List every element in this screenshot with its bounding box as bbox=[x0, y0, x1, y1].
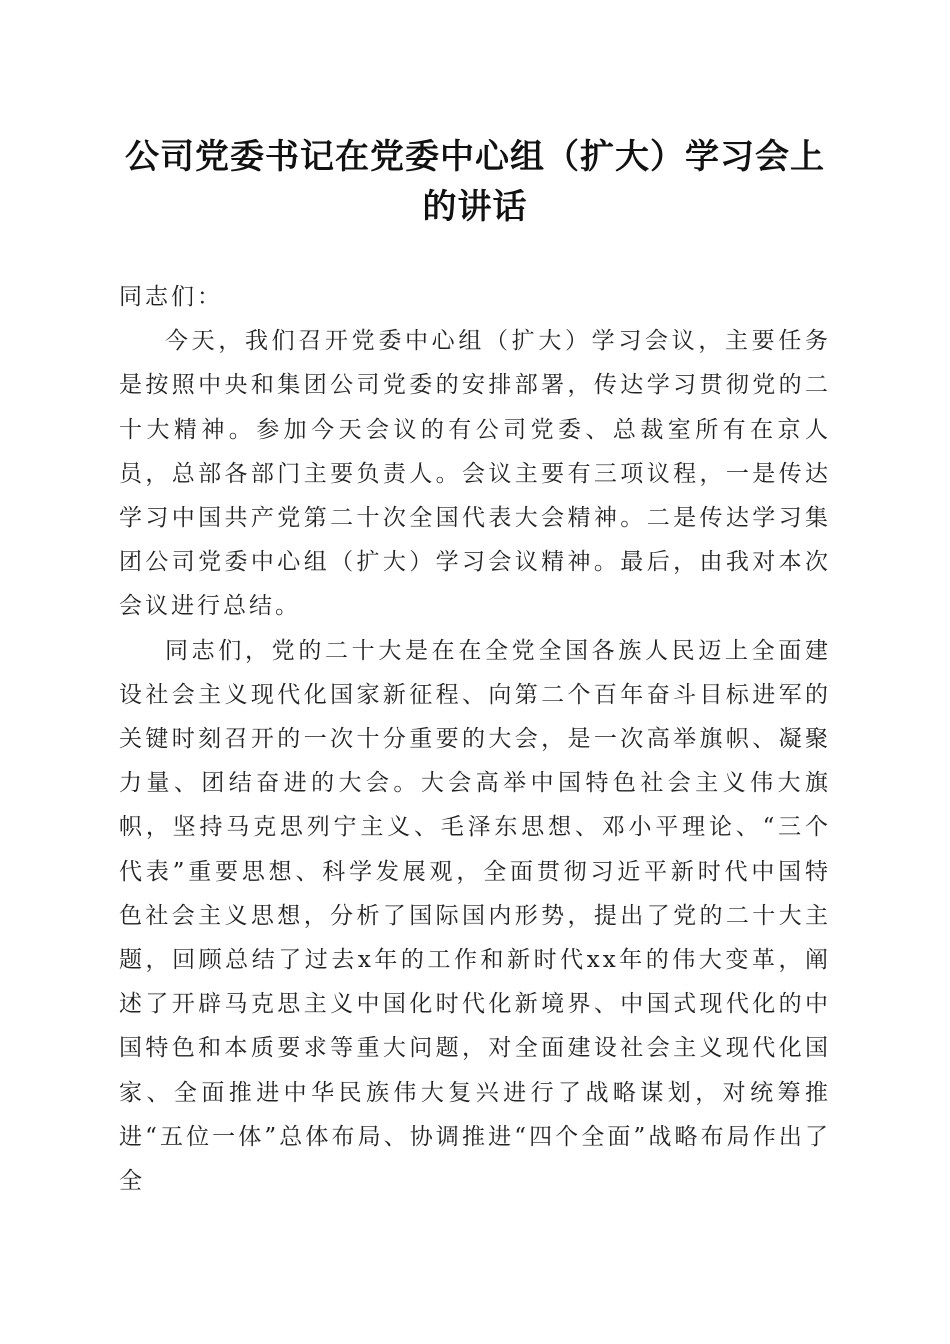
document-body bbox=[119, 275, 831, 1203]
salutation: 同志们： bbox=[119, 284, 223, 310]
title-line-2: 的讲话 bbox=[422, 187, 528, 227]
title-line-1: 公司党委书记在党委中心组（扩大）学习会上 bbox=[125, 137, 825, 177]
paragraph: 同志们，党的二十大是在在全党全国各族人民迈上全面建设社会主义现代化国家新征程、向第二个百年奋斗目标进军的关键时刻召开的一次十分重要的大会，是一次高举旗帜、凝聚力量、团结奋进的大会。大会高举中国特色社会主义伟大旗帜，坚持马克思列宁主义、毛泽东思想、邓小平理论、“三个代表”重要思想、科学发展观，全面贯彻习近平新时代中国特色社会主义思想，分析了国际国内形势，提出了党的二十大主题，回顾总结了过去x年的工作和新时代xx年的伟大变革，阐述了开辟马克思主义中国化时代化新境界、中国式现代化的中国特色和本质要求等重大问题，对全面建设社会主义现代化国家、全面推进中华民族伟大复兴进行了战略谋划，对统筹推进“五位一体”总体布局、协调推进“四个全面”战略布局作出了全 bbox=[119, 637, 831, 1195]
document-title bbox=[110, 132, 840, 232]
paragraph: 今天，我们召开党委中心组（扩大）学习会议，主要任务是按照中央和集团公司党委的安排部署，传达学习贯彻党的二十大精神。参加今天会议的有公司党委、总裁室所有在京人员，总部各部门主要负责人。会议主要有三项议程，一是传达学习中国共产党第二十次全国代表大会精神。二是传达学习集团公司党委中心组（扩大）学习会议精神。最后，由我对本次会议进行总结。 bbox=[119, 328, 831, 620]
